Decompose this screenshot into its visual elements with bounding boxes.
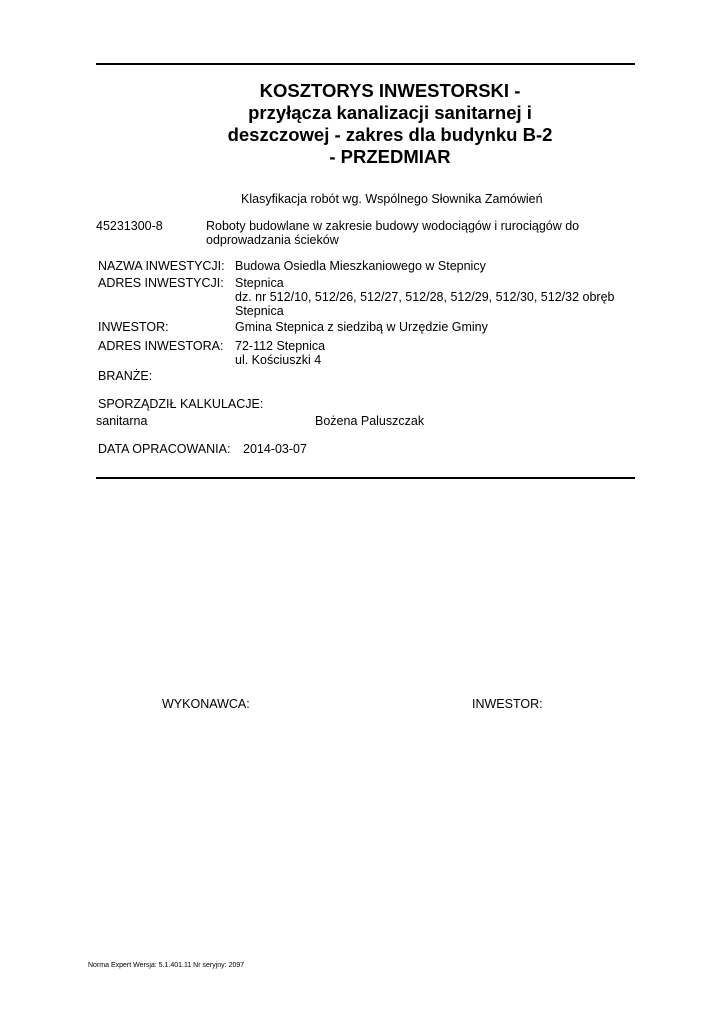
classification-heading: Klasyfikacja robót wg. Wspólnego Słownika Zamówień bbox=[241, 192, 543, 206]
date-value: 2014-03-07 bbox=[243, 442, 307, 456]
investor-address-label: ADRES INWESTORA: bbox=[98, 339, 224, 353]
classification-description-line-1: Roboty budowlane w zakresie budowy wodociągów i rurociągów do bbox=[206, 219, 580, 233]
classification-code: 45231300-8 bbox=[96, 219, 163, 233]
title-line-4: - PRZEDMIAR bbox=[329, 146, 451, 167]
branch-value: sanitarna bbox=[96, 414, 148, 428]
bottom-rule bbox=[96, 477, 635, 479]
document-title bbox=[190, 80, 590, 168]
prepared-by-label: SPORZĄDZIŁ KALKULACJE: bbox=[98, 397, 264, 411]
investor-signature-label: INWESTOR: bbox=[472, 697, 543, 711]
investor-address-line-1: 72-112 Stepnica bbox=[235, 339, 326, 353]
software-footer: Norma Expert Wersja: 5.1.401.11 Nr seryjny: 2097 bbox=[88, 962, 245, 969]
title-line-3: deszczowej - zakres dla budynku B-2 bbox=[227, 124, 553, 145]
classification-description-line-2: odprowadzania ścieków bbox=[206, 233, 339, 247]
investment-address-line-3: Stepnica bbox=[235, 304, 284, 318]
investment-address-line-1: Stepnica bbox=[235, 276, 284, 290]
date-label: DATA OPRACOWANIA: bbox=[98, 442, 231, 456]
title-line-2: przyłącza kanalizacji sanitarnej i bbox=[248, 102, 532, 123]
investment-address-label: ADRES INWESTYCJI: bbox=[98, 276, 224, 290]
investor-value: Gmina Stepnica z siedzibą w Urzędzie Gminy bbox=[235, 320, 488, 334]
investment-name-label: NAZWA INWESTYCJI: bbox=[98, 259, 225, 273]
investment-name-value: Budowa Osiedla Mieszkaniowego w Stepnicy bbox=[235, 259, 486, 273]
investment-address-line-2: dz. nr 512/10, 512/26, 512/27, 512/28, 512/29, 512/30, 512/32 obręb bbox=[235, 290, 615, 304]
title-line-1: KOSZTORYS INWESTORSKI - bbox=[259, 80, 521, 101]
top-rule bbox=[96, 63, 635, 65]
investor-address-line-2: ul. Kościuszki 4 bbox=[235, 353, 322, 367]
prepared-by-value: Bożena Paluszczak bbox=[315, 414, 425, 428]
contractor-signature-label: WYKONAWCA: bbox=[162, 697, 250, 711]
branches-label: BRANŻE: bbox=[98, 369, 153, 383]
investor-label: INWESTOR: bbox=[98, 320, 169, 334]
